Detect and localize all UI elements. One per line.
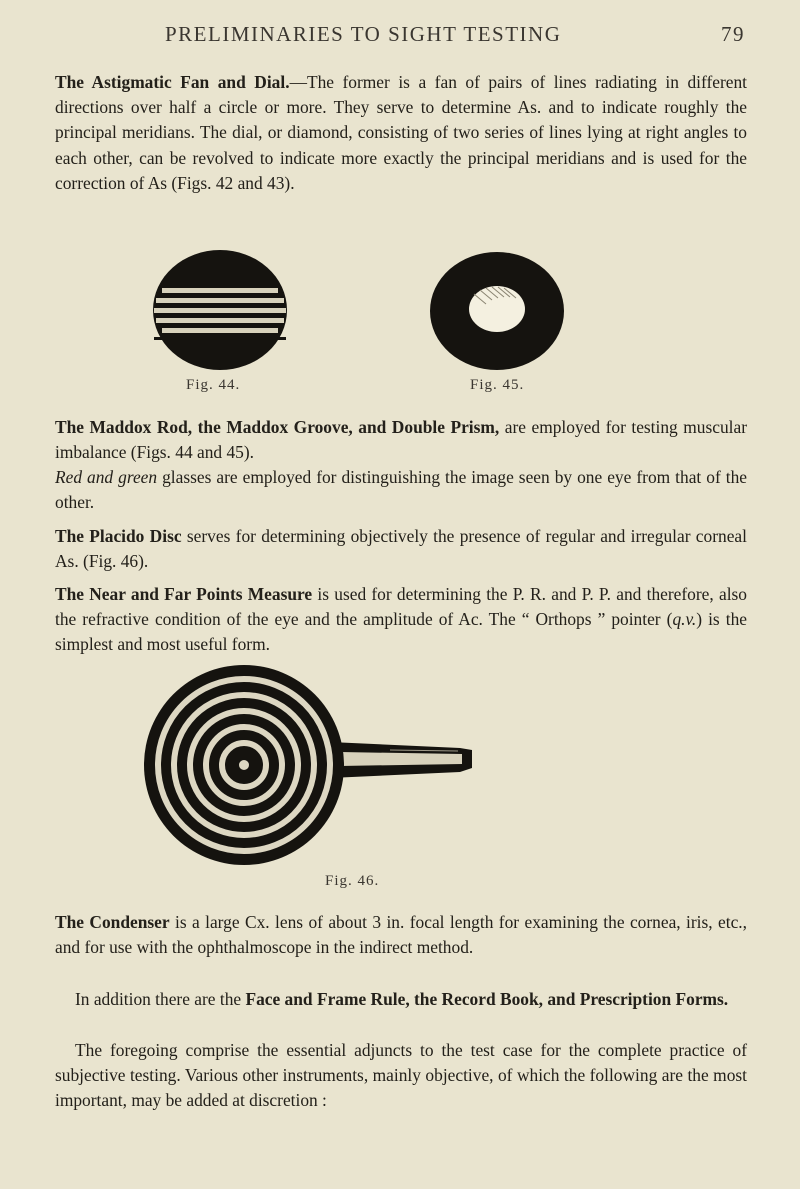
term-placido-disc: The Placido Disc [55, 526, 182, 546]
term-near-far-points: The Near and Far Points Measure [55, 584, 313, 604]
paragraph-text: are employed for testing muscular imbalance (Figs. 44 and 45). [55, 417, 747, 463]
paragraph-astigmatic-fan [55, 70, 747, 196]
paragraph-text: serves for determining objectively the presence of regular and irregular corneal As. (Fig. 46). [55, 526, 747, 572]
term-qv: q.v. [672, 609, 697, 630]
paragraph-text: —The former is a fan of pairs of lines radiating in different directions over half a circle or more. They serve to determine As. and to indicate roughly the principal meridians. The dial, or diamond, consisting of two series of lines lying at right angles to each other, can be revolved to indicate more exactly the principal meridians and is used for the correction of As (Figs. 42 and 43). [55, 72, 747, 193]
paragraph-near-far-points [55, 582, 747, 658]
caption-fig-46: Fig. 46. [325, 873, 380, 889]
paragraph-text: glasses are employed for distinguishing the image seen by one eye from that of the other. [55, 467, 747, 513]
paragraph-text: is a large Cx. lens of about 3 in. focal length for examining the cornea, iris, etc., and for use with the ophthalmoscope in the indirect method. [55, 912, 747, 958]
paragraph-maddox [55, 415, 747, 465]
term-face-frame-rule: Face and Frame Rule, the Record Book, and Prescription Forms. [245, 989, 729, 1009]
paragraph-condenser [55, 910, 747, 960]
caption-fig-44: Fig. 44. [186, 377, 241, 393]
caption-fig-45: Fig. 45. [470, 377, 525, 393]
paragraph-foregoing [55, 1038, 747, 1114]
term-maddox-rod: The Maddox Rod, the Maddox Groove, and Double Prism, [55, 417, 500, 437]
term-condenser: The Condenser [55, 912, 170, 932]
paragraph-red-green [55, 465, 747, 515]
term-astigmatic-fan: The Astigmatic Fan and Dial. [55, 72, 290, 92]
paragraph-face-frame-rule [55, 987, 747, 1012]
term-red-green: Red and green [55, 467, 158, 487]
page-number: 79 [721, 22, 745, 46]
figure-placido-disc [140, 662, 620, 868]
paragraph-text: ) is the simplest and most useful form. [55, 609, 747, 655]
paragraph-text: The foregoing comprise the essential adjuncts to the test case for the complete practice of subjective testing. Various other instruments, mainly objective, of which the following are the most important, may be added at discretion : [55, 1040, 747, 1111]
figure-maddox-rod [150, 248, 290, 372]
paragraph-text: In addition there are the [75, 989, 246, 1009]
paragraph-text: is used for determining the P. R. and P. P. and therefore, also the refractive condition of the eye and the amplitude of Ac. The “ Orthops ” pointer ( [55, 584, 747, 630]
figure-maddox-groove [428, 250, 566, 372]
paragraph-placido-disc [55, 524, 747, 574]
running-head-title: PRELIMINARIES TO SIGHT TESTING [165, 22, 562, 46]
